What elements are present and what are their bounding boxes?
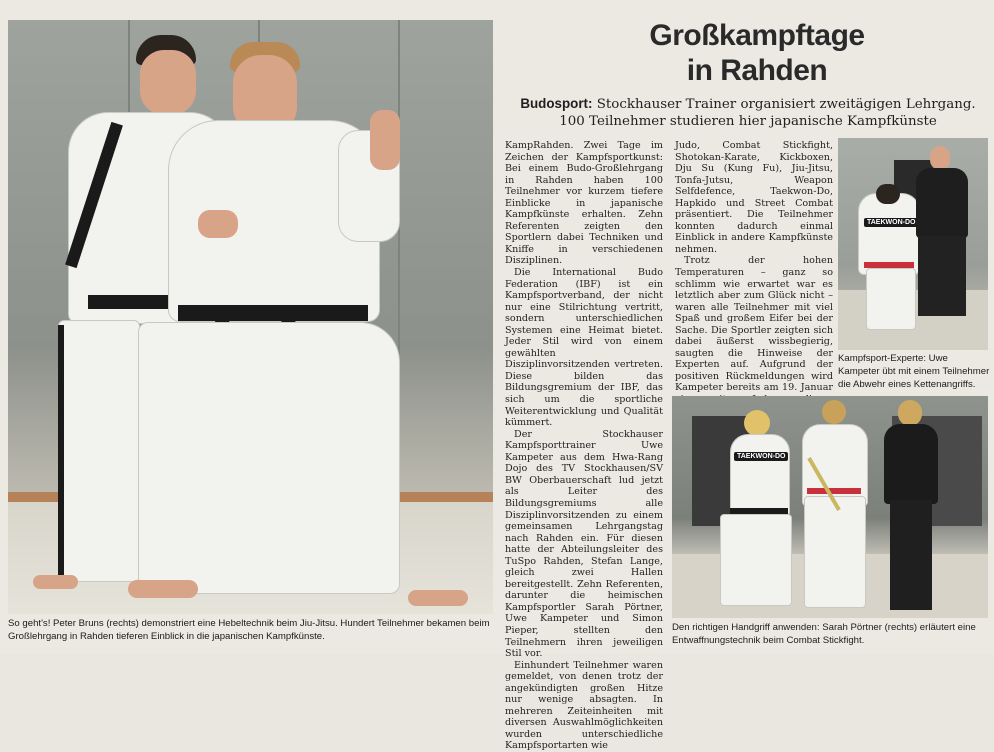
photo-poertner [672,396,988,618]
subhead-kicker: Budosport: [520,96,593,111]
photo-kampeter [838,138,988,350]
headline [612,18,902,88]
back-print: TAEKWON-DO [864,218,918,227]
article-paragraph: Einhundert Teilnehmer waren gemeldet, von denen trotz der angekündigten großen Hitze nur wenige absagten. In mehreren Zeiteinheiten mit diversen Auswahlmöglichkeiten wurden unterschiedliche Kampfsportarten wie [505,659,663,752]
subhead-text: Stockhauser Trainer organisiert zweitägigen Lehrgang. 100 Teilnehmer studieren hier japanische Kampfkünste [559,97,976,129]
article-column-1 [505,140,663,752]
photo-poertner-caption: Den richtigen Handgriff anwenden: Sarah Pörtner (rechts) erläutert eine Entwaffnungstechnik beim Combat Stickfight. [672,622,976,646]
person-right [138,60,438,614]
back-print: TAEKWON-DO [734,452,788,461]
article-paragraph: Trotz der hohen Temperaturen – ganz so schlimm wie erwartet war es letztlich aber zum Glück nicht – waren alle Teilnehmer mit viel Spaß und großem Eifer bei der Sache. Die Sportler zeigten sich dabei äußerst wissbegierig, saugten die Hinweise der Experten auf. Aufgrund der positiven Rückmeldungen wird Kampeter bereits am 19. Januar [675,255,833,394]
headline-line-1: Großkampftage [649,19,865,52]
article-paragraph: Judo, Combat Stickfight, Shotokan-Karate, Kickboxen, Dju Su (Kung Fu), Jiu-Jitsu, Tonfa-Jutsu, Weapon Selfdefence, Taekwon-Do, Hapkido und Street Combat präsentiert. Die Teilnehmer konnten dadurch einmal Einblick in andere Kampfkünste nehmen. [675,140,833,255]
subheadline [510,95,986,130]
main-photo-caption: So geht's! Peter Bruns (rechts) demonstriert eine Hebeltechnik beim Jiu-Jitsu. Hundert Teilnehmer bekamen beim Großlehrgang in Rahden tieferen Einblick in die japanischen Kampfkünste. [8,618,490,642]
photo-kampeter-caption: Kampfsport-Experte: Uwe Kampeter übt mit einem Teilnehmer die Abwehr eines Kettenangriffs. [838,353,990,390]
article-paragraph: Die International Budo Federation (IBF) ist ein Kampfsportverband, der nicht nur eine Stilrichtung vertritt, sondern unterschiedlichen Systemen eine Heimat bietet. Jeder Stil wird von einem gewählten Disziplinvorsitzenden vertreten. Diese bilden das Bildungsgremium der IBF, das sich um die sportliche Weiterentwicklung und Qualität kümmert. [505,267,663,429]
article-paragraph: KampRahden. Zwei Tage im Zeichen der Kampfsportkunst: Bei einem Budo-Großlehrgang in Rahden haben 100 Teilnehmer vor kurzem tiefere Einblicke in japanische Kampfkünste erhalten. Zehn Referenten zeigten den Sportlern dabei Techniken und Kniffe in verschiedenen Disziplinen. [505,140,663,267]
dateline: KampRahden. [505,140,574,151]
article-paragraph: Der Stockhauser Kampfsporttrainer Uwe Kampeter aus dem Hwa-Rang Dojo des TV Stockhausen/SV BW Oberbauerschaft lud jetzt als Leiter des Bildungsgremiums alle Disziplinvorsitzenden zu einem gemeinsamen Lehrgangstag nach Rahden ein. Für diesen hatte der Abteilungsleiter des TuSpo Rahden, Stefan Lange, gleich zwei Hallen bereitgestellt. Zehn Referenten, darunter die heimischen Kampfsportler Sarah Pörtner, Uwe Kampeter und Simon Pieper, stellten den Teilnehmern ihren jeweiligen Stil vor. [505,428,663,660]
headline-line-2: in Rahden [686,54,828,87]
main-photo [8,20,493,614]
article-column-2 [675,140,833,393]
